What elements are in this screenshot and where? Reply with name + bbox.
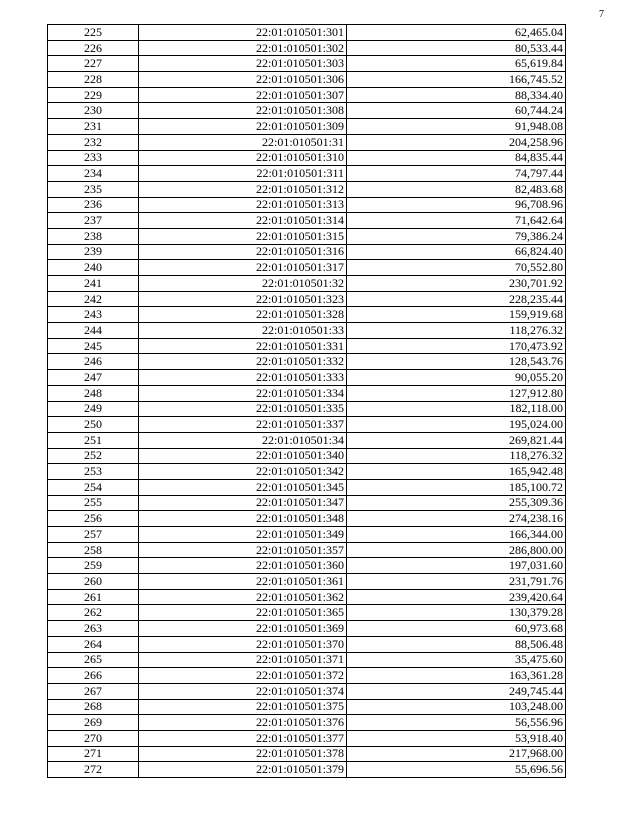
table-row — [48, 25, 566, 41]
row-number-cell: 257 — [48, 527, 139, 543]
value-cell: 70,552.80 — [347, 260, 566, 276]
value-cell: 118,276.32 — [347, 448, 566, 464]
table-row — [48, 354, 566, 370]
row-number-cell: 263 — [48, 621, 139, 637]
row-number-cell: 248 — [48, 385, 139, 401]
row-number-cell: 232 — [48, 134, 139, 150]
table-row — [48, 464, 566, 480]
cadastral-number-cell: 22:01:010501:328 — [139, 307, 347, 323]
cadastral-number-cell: 22:01:010501:369 — [139, 621, 347, 637]
value-cell: 66,824.40 — [347, 244, 566, 260]
row-number-cell: 249 — [48, 401, 139, 417]
row-number-cell: 269 — [48, 715, 139, 731]
table-row — [48, 385, 566, 401]
row-number-cell: 253 — [48, 464, 139, 480]
value-cell: 128,543.76 — [347, 354, 566, 370]
value-cell: 90,055.20 — [347, 370, 566, 386]
table-row — [48, 213, 566, 229]
row-number-cell: 255 — [48, 495, 139, 511]
cadastral-number-cell: 22:01:010501:33 — [139, 323, 347, 339]
value-cell: 166,344.00 — [347, 527, 566, 543]
value-cell: 62,465.04 — [347, 25, 566, 41]
value-cell: 53,918.40 — [347, 730, 566, 746]
value-cell: 230,701.92 — [347, 276, 566, 292]
cadastral-number-cell: 22:01:010501:348 — [139, 511, 347, 527]
value-cell: 185,100.72 — [347, 479, 566, 495]
value-cell: 103,248.00 — [347, 699, 566, 715]
cadastral-number-cell: 22:01:010501:362 — [139, 589, 347, 605]
row-number-cell: 236 — [48, 197, 139, 213]
table-row — [48, 479, 566, 495]
cadastral-number-cell: 22:01:010501:306 — [139, 72, 347, 88]
table-row — [48, 558, 566, 574]
table-row — [48, 699, 566, 715]
cadastral-number-cell: 22:01:010501:379 — [139, 762, 347, 778]
cadastral-number-cell: 22:01:010501:311 — [139, 166, 347, 182]
table-row — [48, 134, 566, 150]
table-row — [48, 589, 566, 605]
table-row — [48, 103, 566, 119]
row-number-cell: 228 — [48, 72, 139, 88]
table-row — [48, 119, 566, 135]
table-row — [48, 260, 566, 276]
row-number-cell: 250 — [48, 417, 139, 433]
cadastral-number-cell: 22:01:010501:334 — [139, 385, 347, 401]
table-row — [48, 668, 566, 684]
row-number-cell: 262 — [48, 605, 139, 621]
cadastral-number-cell: 22:01:010501:316 — [139, 244, 347, 260]
value-cell: 96,708.96 — [347, 197, 566, 213]
row-number-cell: 240 — [48, 260, 139, 276]
value-cell: 88,334.40 — [347, 87, 566, 103]
cadastral-number-cell: 22:01:010501:313 — [139, 197, 347, 213]
cadastral-number-cell: 22:01:010501:340 — [139, 448, 347, 464]
row-number-cell: 254 — [48, 479, 139, 495]
value-cell: 35,475.60 — [347, 652, 566, 668]
value-cell: 91,948.08 — [347, 119, 566, 135]
value-cell: 163,361.28 — [347, 668, 566, 684]
cadastral-number-cell: 22:01:010501:377 — [139, 730, 347, 746]
table-row — [48, 307, 566, 323]
row-number-cell: 227 — [48, 56, 139, 72]
value-cell: 269,821.44 — [347, 432, 566, 448]
table-row — [48, 72, 566, 88]
page-number: 7 — [599, 9, 604, 20]
row-number-cell: 265 — [48, 652, 139, 668]
cadastral-number-cell: 22:01:010501:31 — [139, 134, 347, 150]
table-row — [48, 197, 566, 213]
row-number-cell: 271 — [48, 746, 139, 762]
table-row — [48, 40, 566, 56]
value-cell: 130,379.28 — [347, 605, 566, 621]
row-number-cell: 233 — [48, 150, 139, 166]
cadastral-number-cell: 22:01:010501:365 — [139, 605, 347, 621]
row-number-cell: 259 — [48, 558, 139, 574]
row-number-cell: 272 — [48, 762, 139, 778]
row-number-cell: 264 — [48, 636, 139, 652]
cadastral-number-cell: 22:01:010501:345 — [139, 479, 347, 495]
row-number-cell: 229 — [48, 87, 139, 103]
value-cell: 60,973.68 — [347, 621, 566, 637]
table-row — [48, 542, 566, 558]
table-row — [48, 401, 566, 417]
table-row — [48, 338, 566, 354]
row-number-cell: 251 — [48, 432, 139, 448]
row-number-cell: 244 — [48, 323, 139, 339]
cadastral-number-cell: 22:01:010501:370 — [139, 636, 347, 652]
table-row — [48, 762, 566, 778]
cadastral-number-cell: 22:01:010501:301 — [139, 25, 347, 41]
cadastral-number-cell: 22:01:010501:337 — [139, 417, 347, 433]
value-cell: 170,473.92 — [347, 338, 566, 354]
value-cell: 165,942.48 — [347, 464, 566, 480]
value-cell: 197,031.60 — [347, 558, 566, 574]
table-row — [48, 417, 566, 433]
cadastral-number-cell: 22:01:010501:371 — [139, 652, 347, 668]
row-number-cell: 247 — [48, 370, 139, 386]
row-number-cell: 230 — [48, 103, 139, 119]
row-number-cell: 246 — [48, 354, 139, 370]
row-number-cell: 266 — [48, 668, 139, 684]
table-row — [48, 432, 566, 448]
value-cell: 286,800.00 — [347, 542, 566, 558]
value-cell: 71,642.64 — [347, 213, 566, 229]
cadastral-number-cell: 22:01:010501:331 — [139, 338, 347, 354]
cadastral-number-cell: 22:01:010501:357 — [139, 542, 347, 558]
cadastral-number-cell: 22:01:010501:323 — [139, 291, 347, 307]
table-row — [48, 652, 566, 668]
value-cell: 274,238.16 — [347, 511, 566, 527]
cadastral-number-cell: 22:01:010501:333 — [139, 370, 347, 386]
cadastral-number-cell: 22:01:010501:302 — [139, 40, 347, 56]
table-row — [48, 323, 566, 339]
value-cell: 80,533.44 — [347, 40, 566, 56]
value-cell: 182,118.00 — [347, 401, 566, 417]
value-cell: 255,309.36 — [347, 495, 566, 511]
table-row — [48, 495, 566, 511]
value-cell: 88,506.48 — [347, 636, 566, 652]
value-cell: 228,235.44 — [347, 291, 566, 307]
table-row — [48, 605, 566, 621]
row-number-cell: 225 — [48, 25, 139, 41]
cadastral-number-cell: 22:01:010501:372 — [139, 668, 347, 684]
cadastral-number-cell: 22:01:010501:361 — [139, 574, 347, 590]
row-number-cell: 237 — [48, 213, 139, 229]
value-cell: 231,791.76 — [347, 574, 566, 590]
value-cell: 82,483.68 — [347, 181, 566, 197]
row-number-cell: 239 — [48, 244, 139, 260]
cadastral-number-cell: 22:01:010501:332 — [139, 354, 347, 370]
row-number-cell: 243 — [48, 307, 139, 323]
cadastral-number-cell: 22:01:010501:376 — [139, 715, 347, 731]
row-number-cell: 242 — [48, 291, 139, 307]
table-row — [48, 370, 566, 386]
row-number-cell: 261 — [48, 589, 139, 605]
row-number-cell: 241 — [48, 276, 139, 292]
cadastral-number-cell: 22:01:010501:303 — [139, 56, 347, 72]
value-cell: 217,968.00 — [347, 746, 566, 762]
cadastral-number-cell: 22:01:010501:312 — [139, 181, 347, 197]
value-cell: 204,258.96 — [347, 134, 566, 150]
table-body — [48, 25, 566, 778]
row-number-cell: 252 — [48, 448, 139, 464]
row-number-cell: 268 — [48, 699, 139, 715]
table-row — [48, 276, 566, 292]
cadastral-number-cell: 22:01:010501:374 — [139, 683, 347, 699]
table-row — [48, 244, 566, 260]
table-row — [48, 87, 566, 103]
data-table — [47, 24, 566, 778]
cadastral-number-cell: 22:01:010501:309 — [139, 119, 347, 135]
value-cell: 159,919.68 — [347, 307, 566, 323]
row-number-cell: 238 — [48, 228, 139, 244]
table-row — [48, 715, 566, 731]
cadastral-number-cell: 22:01:010501:310 — [139, 150, 347, 166]
value-cell: 239,420.64 — [347, 589, 566, 605]
table-row — [48, 291, 566, 307]
table-row — [48, 746, 566, 762]
table-row — [48, 574, 566, 590]
row-number-cell: 231 — [48, 119, 139, 135]
table-row — [48, 621, 566, 637]
value-cell: 127,912.80 — [347, 385, 566, 401]
cadastral-number-cell: 22:01:010501:349 — [139, 527, 347, 543]
cadastral-number-cell: 22:01:010501:34 — [139, 432, 347, 448]
cadastral-number-cell: 22:01:010501:314 — [139, 213, 347, 229]
cadastral-number-cell: 22:01:010501:317 — [139, 260, 347, 276]
cadastral-number-cell: 22:01:010501:32 — [139, 276, 347, 292]
cadastral-number-cell: 22:01:010501:347 — [139, 495, 347, 511]
row-number-cell: 258 — [48, 542, 139, 558]
table-row — [48, 166, 566, 182]
row-number-cell: 270 — [48, 730, 139, 746]
value-cell: 60,744.24 — [347, 103, 566, 119]
value-cell: 84,835.44 — [347, 150, 566, 166]
row-number-cell: 267 — [48, 683, 139, 699]
cadastral-number-cell: 22:01:010501:335 — [139, 401, 347, 417]
table-row — [48, 228, 566, 244]
row-number-cell: 234 — [48, 166, 139, 182]
table-row — [48, 181, 566, 197]
table-row — [48, 527, 566, 543]
value-cell: 118,276.32 — [347, 323, 566, 339]
cadastral-number-cell: 22:01:010501:342 — [139, 464, 347, 480]
cadastral-number-cell: 22:01:010501:308 — [139, 103, 347, 119]
cadastral-number-cell: 22:01:010501:307 — [139, 87, 347, 103]
row-number-cell: 260 — [48, 574, 139, 590]
value-cell: 74,797.44 — [347, 166, 566, 182]
table-row — [48, 730, 566, 746]
value-cell: 195,024.00 — [347, 417, 566, 433]
value-cell: 55,696.56 — [347, 762, 566, 778]
cadastral-number-cell: 22:01:010501:315 — [139, 228, 347, 244]
table-row — [48, 683, 566, 699]
value-cell: 65,619.84 — [347, 56, 566, 72]
table-row — [48, 150, 566, 166]
table-row — [48, 636, 566, 652]
value-cell: 56,556.96 — [347, 715, 566, 731]
row-number-cell: 256 — [48, 511, 139, 527]
cadastral-number-cell: 22:01:010501:378 — [139, 746, 347, 762]
table-row — [48, 448, 566, 464]
row-number-cell: 235 — [48, 181, 139, 197]
table-row — [48, 56, 566, 72]
value-cell: 79,386.24 — [347, 228, 566, 244]
row-number-cell: 226 — [48, 40, 139, 56]
row-number-cell: 245 — [48, 338, 139, 354]
cadastral-number-cell: 22:01:010501:360 — [139, 558, 347, 574]
value-cell: 166,745.52 — [347, 72, 566, 88]
value-cell: 249,745.44 — [347, 683, 566, 699]
table-row — [48, 511, 566, 527]
cadastral-number-cell: 22:01:010501:375 — [139, 699, 347, 715]
